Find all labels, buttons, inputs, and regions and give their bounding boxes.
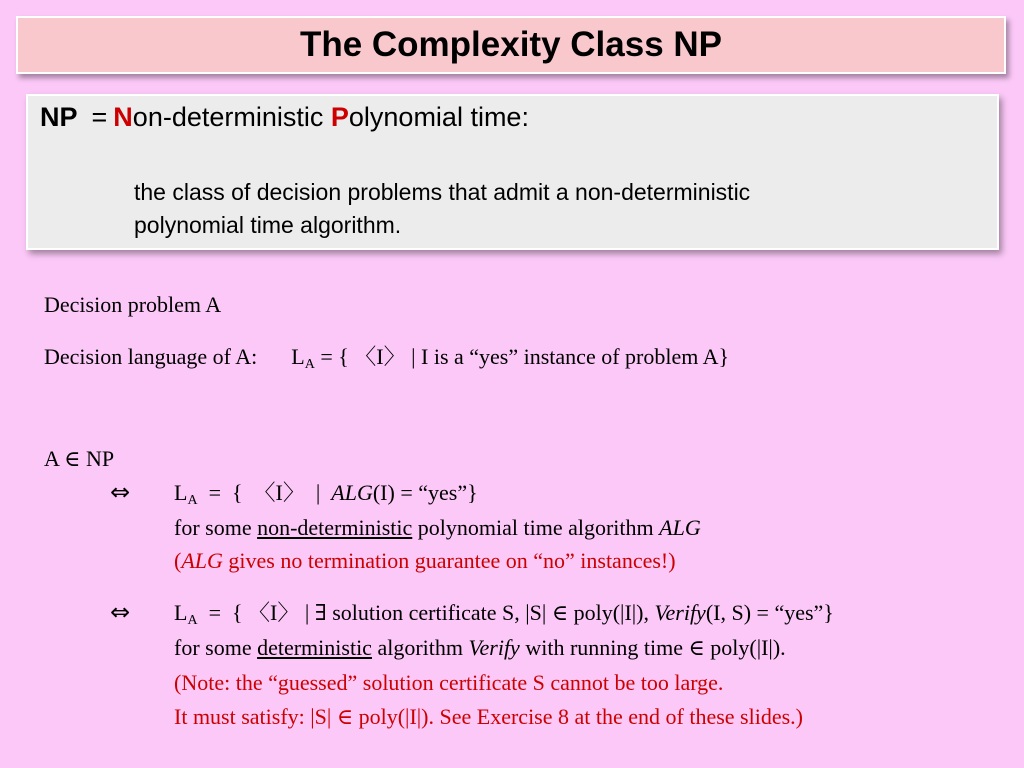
block2-line1 — [174, 600, 834, 634]
block2-line2 — [174, 635, 786, 661]
definition-desc-line1: the class of decision problems that admit a non-deterministic — [134, 179, 751, 205]
block1-nondeterministic: non-deterministic — [257, 515, 413, 540]
block2-mid: = { 〈I〉 | ∃ solution certificate S, |S| ∈ poly(|I|), — [197, 600, 655, 625]
block2-deterministic: deterministic — [257, 635, 372, 660]
block1-line3-alg: ALG — [181, 548, 223, 573]
definition-description — [134, 176, 954, 242]
block1-line2-pre: for some — [174, 515, 258, 540]
block1-line1 — [174, 480, 478, 514]
block2-note2: It must satisfy: |S| ∈ poly(|I|). See Exercise 8 at the end of these slides.) — [174, 704, 803, 729]
title-bar — [16, 16, 1006, 74]
language-definition: = { 〈I〉 | I is a “yes” instance of problem A} — [314, 344, 730, 369]
block2-line2-mid: algorithm — [371, 635, 469, 660]
block1-line2-mid: polynomial time algorithm — [412, 515, 660, 540]
definition-box — [26, 94, 999, 250]
block1-line3 — [174, 548, 676, 574]
decision-problem-line: Decision problem A — [44, 292, 222, 317]
n-letter: N — [113, 102, 133, 132]
block1-L: L — [174, 480, 188, 505]
block2-line2-pre: for some — [174, 635, 258, 660]
block1-sub: A — [187, 493, 198, 508]
decision-language-line — [44, 344, 729, 378]
block1-end: (I) = “yes”} — [372, 480, 478, 505]
block1-line3-rest: gives no termination guarantee on “no” instances!) — [222, 548, 676, 573]
iff-arrow-icon: ⇔ — [110, 478, 131, 506]
p-rest: olynomial time: — [348, 102, 529, 132]
block1-line2-alg: ALG — [659, 515, 701, 540]
np-term: NP — [40, 102, 78, 132]
block2-note1: (Note: the “guessed” solution certificate S cannot be too large. — [174, 670, 724, 695]
block2-sub: A — [187, 613, 198, 628]
slide-title: The Complexity Class NP — [299, 25, 723, 64]
block2-line2-end: with running time ∈ poly(|I|). — [519, 635, 786, 660]
block2-end: (I, S) = “yes”} — [705, 600, 834, 625]
a-in-np-line: A ∈ NP — [44, 446, 115, 471]
language-symbol: L — [291, 344, 305, 369]
equals-sign: = — [91, 102, 108, 132]
block2-line2-verify: Verify — [468, 635, 520, 660]
definition-desc-line2: polynomial time algorithm. — [134, 212, 402, 238]
block2-L: L — [174, 600, 188, 625]
language-subscript: A — [304, 357, 315, 372]
decision-language-prefix: Decision language of A: — [44, 344, 258, 369]
definition-heading — [40, 102, 529, 133]
block2-verify: Verify — [654, 600, 706, 625]
block1-mid: = { 〈I〉 | — [197, 480, 332, 505]
block1-line3-open: ( — [174, 548, 182, 573]
iff-arrow-icon: ⇔ — [110, 598, 131, 626]
block1-alg: ALG — [331, 480, 373, 505]
block1-line2 — [174, 515, 701, 541]
p-letter: P — [330, 102, 349, 132]
n-rest: on-deterministic — [132, 102, 331, 132]
